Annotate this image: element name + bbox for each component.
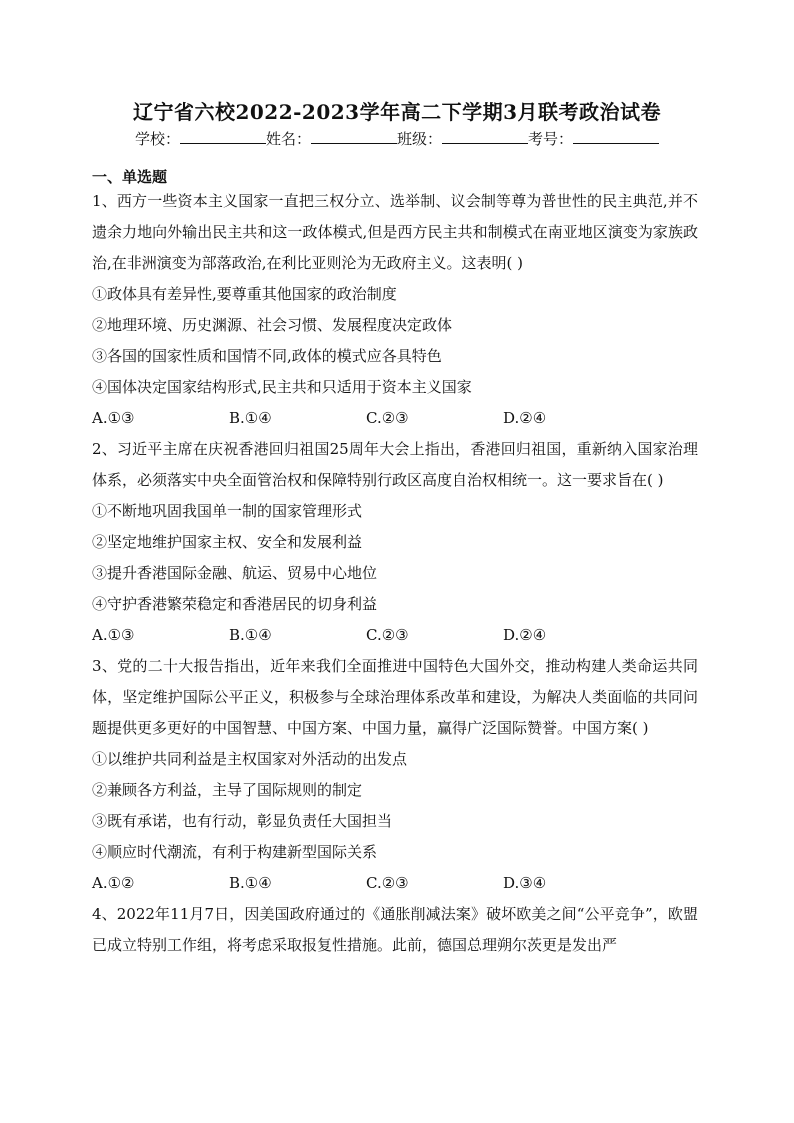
exam-title: 辽宁省六校2022-2023学年高二下学期3月联考政治试卷 [132,100,662,124]
school-blank[interactable] [180,129,266,144]
statement-option: ②兼顾各方利益，主导了国际规则的制定 [92,781,363,799]
choice-a[interactable]: A.①③ [92,409,135,427]
question-2 [92,434,698,651]
student-info-line [0,128,794,149]
question-4 [92,899,698,961]
class-blank[interactable] [442,129,528,144]
name-label: 姓名： [265,130,311,148]
question-stem: 3、党的二十大报告指出，近年来我们全面推进中国特色大国外交，推动构建人类命运共同体，坚定维护国际公平正义，积极参与全球治理体系改革和建设，为解决人类面临的共同问题提供更多更好的中国智慧、中国方案、中国力量，赢得广泛国际赞誉。中国方案( ) [92,657,698,737]
question-1 [92,186,698,434]
statement-option: ③提升香港国际金融、航运、贸易中心地位 [92,564,378,582]
choice-b[interactable]: B.①④ [229,626,272,644]
answer-choices [92,403,698,434]
statement-option: ②坚定地维护国家主权、安全和发展利益 [92,533,363,551]
choice-a[interactable]: A.①③ [92,626,135,644]
statement-option: ②地理环境、历史渊源、社会习惯、发展程度决定政体 [92,316,453,334]
statement-option: ③既有承诺，也有行动，彰显负责任大国担当 [92,812,393,830]
question-stem: 1、西方一些资本主义国家一直把三权分立、选举制、议会制等尊为普世性的民主典范,并不遗余力地向外输出民主共和这一政体模式,但是西方民主共和制模式在南亚地区演变为家族政治,在非洲演变为部落政治,在利比亚则沦为无政府主义。这表明( ) [92,192,698,272]
statement-option: ①政体具有差异性,要尊重其他国家的政治制度 [92,285,397,303]
question-stem: 4、2022年11月7日，因美国政府通过的《通胀削减法案》破坏欧美之间“公平竞争”，欧盟已成立特别工作组，将考虑采取报复性措施。此前，德国总理朔尔茨更是发出严 [92,905,698,954]
question-list [92,186,698,961]
choice-d[interactable]: D.②④ [503,626,547,644]
statement-option: ④守护香港繁荣稳定和香港居民的切身利益 [92,595,378,613]
statement-option: ④顺应时代潮流，有利于构建新型国际关系 [92,843,378,861]
choice-d[interactable]: D.③④ [503,874,547,892]
question-stem: 2、习近平主席在庆祝香港回归祖国25周年大会上指出，香港回归祖国，重新纳入国家治理体系，必须落实中央全面管治权和保障特别行政区高度自治权相统一。这一要求旨在( ) [92,440,698,489]
choice-d[interactable]: D.②④ [503,409,547,427]
choice-b[interactable]: B.①④ [229,409,272,427]
choice-b[interactable]: B.①④ [229,874,272,892]
class-label: 班级： [397,130,443,148]
answer-choices [92,620,698,651]
choice-c[interactable]: C.②③ [366,409,409,427]
exam-number-blank[interactable] [573,129,659,144]
choice-a[interactable]: A.①② [92,874,135,892]
answer-choices [92,868,698,899]
choice-c[interactable]: C.②③ [366,626,409,644]
statement-option: ③各国的国家性质和国情不同,政体的模式应各具特色 [92,347,442,365]
section-heading: 一、单选题 [92,168,168,186]
school-label: 学校： [134,130,180,148]
statement-option: ①不断地巩固我国单一制的国家管理形式 [92,502,363,520]
statement-option: ①以维护共同利益是主权国家对外活动的出发点 [92,750,408,768]
exam-number-label: 考号： [528,130,574,148]
statement-option: ④国体决定国家结构形式,民主共和只适用于资本主义国家 [92,378,472,396]
question-3 [92,651,698,899]
choice-c[interactable]: C.②③ [366,874,409,892]
name-blank[interactable] [311,129,397,144]
